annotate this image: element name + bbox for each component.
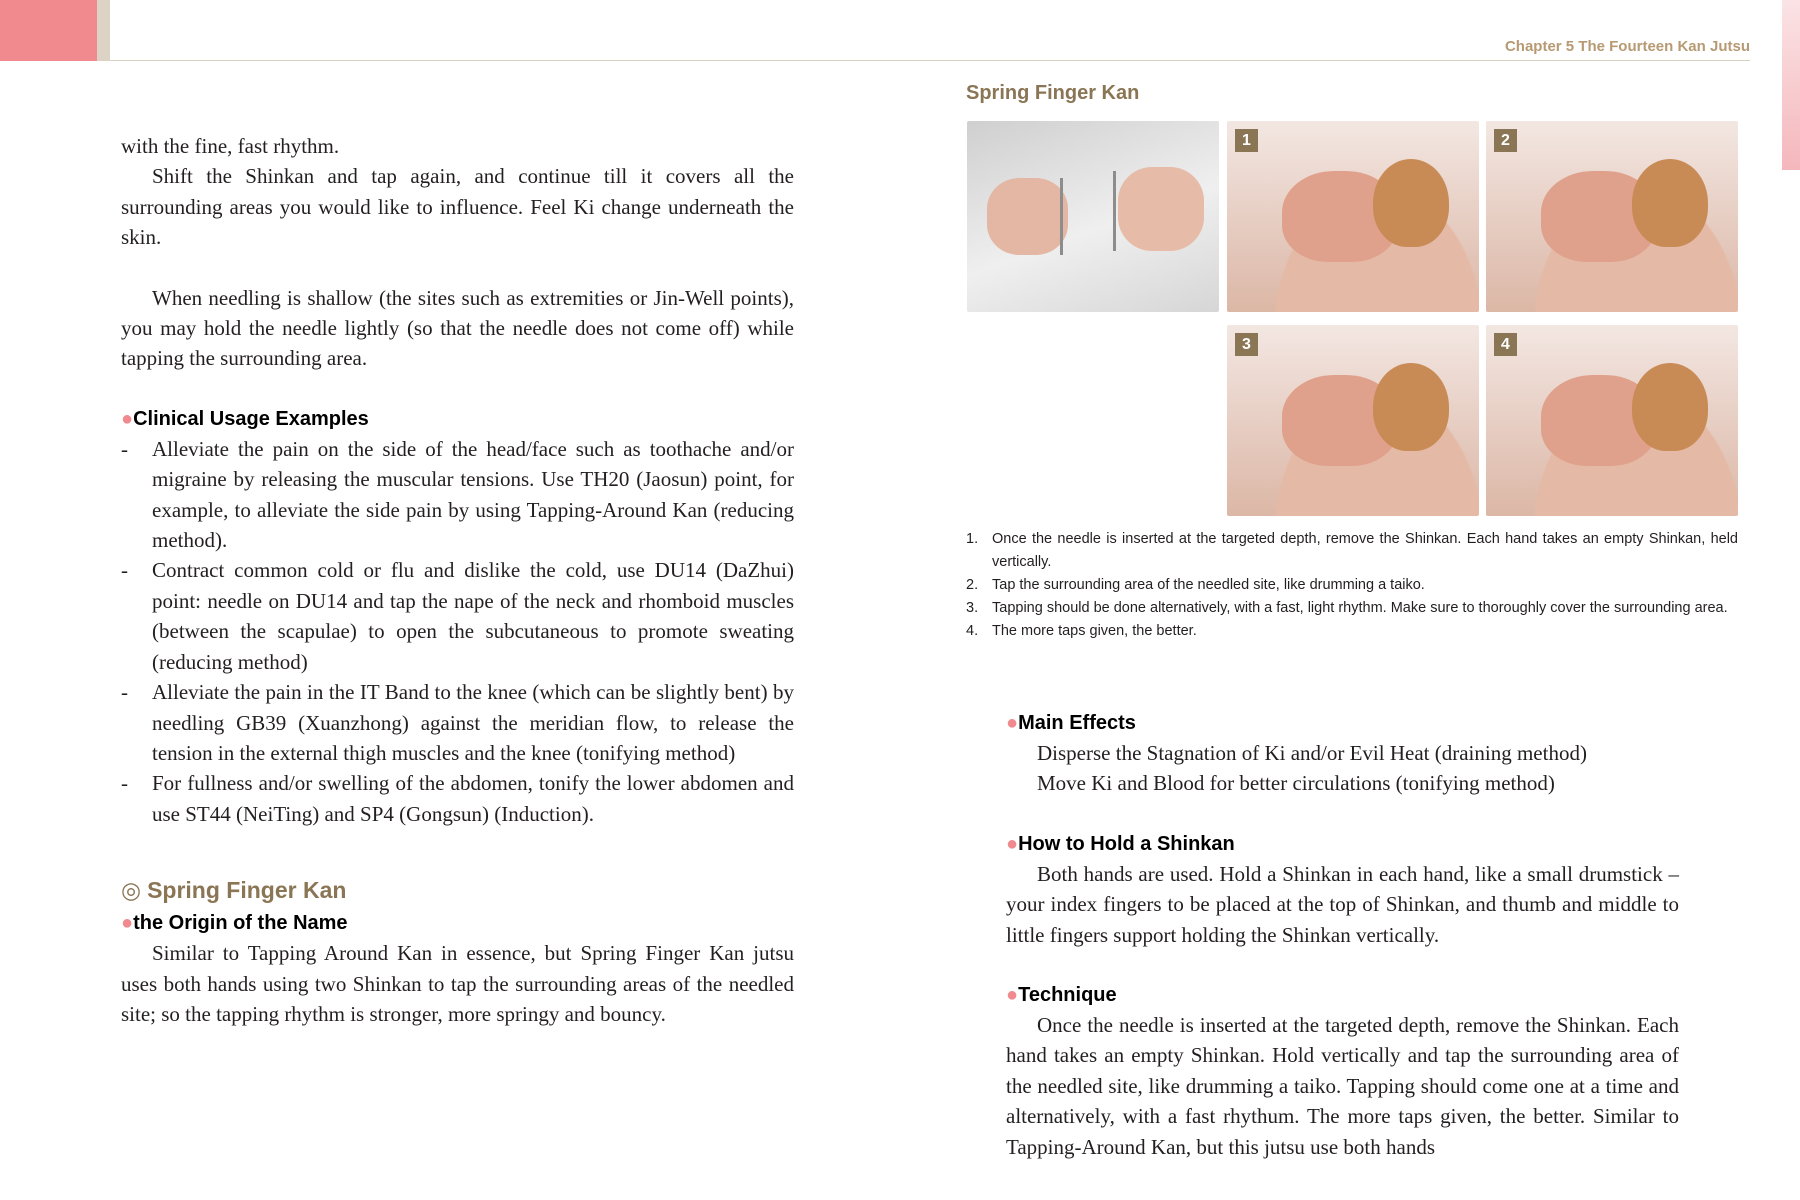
header-rule: [110, 60, 1750, 61]
step-item: [966, 597, 1738, 620]
bullet-dot-icon: ●: [1006, 832, 1019, 855]
step-text: The more taps given, the better.: [992, 623, 1197, 639]
step-badge: 4: [1494, 333, 1517, 356]
how-to-hold-heading: [1006, 829, 1679, 859]
heading-text: How to Hold a Shinkan: [1018, 832, 1235, 855]
paragraph: Similar to Tapping Around Kan in essence, but Spring Finger Kan jutsu uses both hands using two Shinkan to tap the surrounding areas of the needled site; so the tapping rhythm is stronger, more springy and bouncy.: [121, 941, 794, 1026]
effect-line: Move Ki and Blood for better circulations (tonifying method): [1037, 771, 1555, 796]
paragraph: When needling is shallow (the sites such as extremities or Jin-Well points), you may hold the needle lightly (so that the needle does not come off) while tapping the surrounding area.: [121, 285, 794, 371]
right-hand-shape: [1118, 167, 1204, 251]
right-column: [1006, 708, 1679, 1162]
main-effects-heading: [1006, 708, 1679, 738]
step-badge: 3: [1235, 333, 1258, 356]
section-heading: [121, 873, 794, 908]
technique-heading: [1006, 980, 1679, 1010]
step-number: 3.: [966, 600, 979, 616]
step-text: Once the needle is inserted at the targeted depth, remove the Shinkan. Each hand takes an empty Shinkan, held vertically.: [992, 531, 1738, 570]
list-item: [121, 768, 794, 829]
bullet-dot-icon: ●: [1006, 984, 1019, 1007]
paragraph: Both hands are used. Hold a Shinkan in each hand, like a small drumstick – your index fingers to be placed at the top of Shinkan, and thumb and middle to little fingers support holding the Shinkan vertically.: [1006, 861, 1679, 947]
paragraph: Shift the Shinkan and tap again, and continue till it covers all the surrounding areas you would like to influence. Feel Ki change underneath the skin.: [121, 164, 794, 250]
spacer: [1006, 799, 1679, 829]
dash-marker: -: [121, 436, 128, 461]
list-item-text: For fullness and/or swelling of the abdomen, tonify the lower abdomen and use ST44 (NeiTing) and SP4 (Gongsun) (Induction).: [152, 771, 794, 826]
hand-shape: [1373, 159, 1449, 247]
step-badge: 1: [1235, 129, 1258, 152]
step-text: Tapping should be done alternatively, with a fast, light rhythm. Make sure to thoroughly cover the surrounding area.: [992, 600, 1728, 616]
step-item: [966, 528, 1738, 574]
step-number: 4.: [966, 623, 979, 639]
clinical-usage-heading: [121, 404, 794, 434]
heading-text: the Origin of the Name: [133, 912, 348, 935]
thumb-index-tab: [1782, 0, 1800, 170]
left-hand-shape: [987, 178, 1068, 254]
list-item-text: Alleviate the pain on the side of the head/face such as toothache and/or migraine by releasing the muscular tensions. Use TH20 (Jaosun) point, for example, to alleviate the side pain by using Tapping-Around Kan (reducing method).: [152, 436, 794, 553]
spacer: [121, 253, 794, 283]
spacer: [121, 829, 794, 873]
hand-shape: [1373, 363, 1449, 451]
photo-step-4: [1486, 325, 1738, 516]
list-item: [121, 677, 794, 768]
list-item-text: Alleviate the pain in the IT Band to the knee (which can be slightly bent) by needling GB39 (Xuanzhong) against the meridian flow, to release the tension in the external thigh muscles and the knee (tonifying method): [152, 680, 794, 765]
section-title: Spring Finger Kan: [147, 877, 347, 904]
left-column: [121, 131, 794, 1029]
paragraph: with the fine, fast rhythm.: [121, 134, 340, 158]
list-item: [121, 434, 794, 556]
double-circle-icon: ◎: [121, 878, 142, 905]
photo-step-1: [1227, 121, 1479, 312]
dash-marker: -: [121, 680, 128, 705]
spacer: [1006, 950, 1679, 980]
step-text: Tap the surrounding area of the needled site, like drumming a taiko.: [992, 577, 1425, 593]
step-item: [966, 574, 1738, 597]
shinkan-tube-left: [1060, 178, 1063, 254]
list-item: [121, 555, 794, 677]
list-item-text: Contract common cold or flu and dislike the cold, use DU14 (DaZhui) point: needle on DU14 and tap the nape of the neck and rhomboid muscles (between the scapulae) to open the subcutaneous to promote sweating (reducing method): [152, 558, 794, 674]
effect-line: Disperse the Stagnation of Ki and/or Evil Heat (draining method): [1037, 741, 1587, 765]
bullet-dot-icon: ●: [121, 912, 134, 935]
page-corner-tab: [0, 0, 97, 61]
bullet-dot-icon: ●: [121, 407, 134, 430]
figure-steps-list: [966, 528, 1738, 643]
spacer: [121, 374, 794, 404]
page-corner-strip: [97, 0, 110, 61]
photo-step-2: [1486, 121, 1738, 312]
step-item: [966, 620, 1738, 643]
hand-shape: [1632, 159, 1708, 247]
step-badge: 2: [1494, 129, 1517, 152]
running-head: Chapter 5 The Fourteen Kan Jutsu: [1504, 38, 1750, 55]
bullet-dot-icon: ●: [1006, 712, 1019, 734]
heading-text: Technique: [1018, 984, 1117, 1007]
step-number: 1.: [966, 531, 979, 547]
figure-title: Spring Finger Kan: [966, 82, 1140, 104]
heading-text: Clinical Usage Examples: [133, 407, 369, 430]
photo-two-hands-holding-shinkan: [967, 121, 1219, 312]
heading-text: Main Effects: [1018, 712, 1136, 734]
shinkan-tube-right: [1113, 171, 1116, 251]
dash-marker: -: [121, 558, 128, 583]
hand-shape: [1632, 363, 1708, 451]
photo-step-3: [1227, 325, 1479, 516]
paragraph: Once the needle is inserted at the targeted depth, remove the Shinkan. Each hand takes an empty Shinkan. Hold vertically and tap the surrounding area of the needled site, like drumming a taiko. Tapping should come one at a time and alternatively, with a fast rhythum. The more taps given, the better. Similar to Tapping-Around Kan, but this jutsu use both hands: [1006, 1013, 1679, 1159]
dash-marker: -: [121, 771, 128, 796]
origin-heading: [121, 908, 794, 938]
step-number: 2.: [966, 577, 979, 593]
